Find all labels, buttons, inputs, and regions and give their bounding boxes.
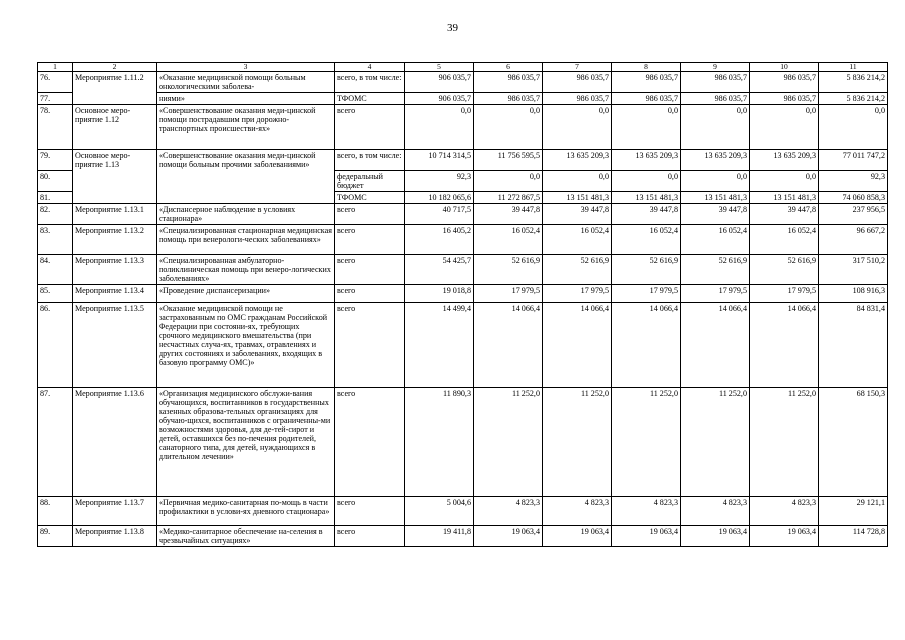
- year-value: 17 979,5: [543, 285, 612, 303]
- year-value: 52 616,9: [681, 255, 750, 285]
- measure-name: Мероприятие 1.13.2: [73, 225, 157, 255]
- year-value: 986 035,7: [543, 93, 612, 105]
- funding-source: всего: [335, 105, 405, 150]
- year-value: 0,0: [612, 171, 681, 192]
- measure-name: Основное меро-приятие 1.13: [73, 150, 157, 204]
- year-value: 13 635 209,3: [681, 150, 750, 171]
- year-value: 986 035,7: [750, 72, 819, 93]
- total-value: 108 916,3: [819, 285, 888, 303]
- measure-name: Мероприятие 1.13.8: [73, 526, 157, 547]
- year-value: 19 063,4: [750, 526, 819, 547]
- row-number: 76.: [38, 72, 73, 93]
- column-number: 6: [474, 63, 543, 72]
- measure-name: Мероприятие 1.13.4: [73, 285, 157, 303]
- funding-source: всего: [335, 285, 405, 303]
- year-value: 4 823,3: [543, 497, 612, 526]
- row-number: 79.: [38, 150, 73, 171]
- year-value: 13 635 209,3: [543, 150, 612, 171]
- measure-name: Мероприятие 1.13.6: [73, 388, 157, 497]
- year-value: 986 035,7: [612, 93, 681, 105]
- year-value: 14 066,4: [474, 303, 543, 388]
- table-row: [38, 225, 888, 255]
- year-value: 52 616,9: [750, 255, 819, 285]
- year-value: 986 035,7: [543, 72, 612, 93]
- measure-title: «Совершенствование оказания меди-цинской помощи пострадавшим при дорожно-транспортных происшестви-ях»: [157, 105, 335, 150]
- column-number: 4: [335, 63, 405, 72]
- total-value: 237 956,5: [819, 204, 888, 225]
- year-value: 52 616,9: [612, 255, 681, 285]
- column-number: 11: [819, 63, 888, 72]
- funding-source: всего: [335, 388, 405, 497]
- funding-source: всего: [335, 303, 405, 388]
- row-number: 86.: [38, 303, 73, 388]
- year-value: 4 823,3: [750, 497, 819, 526]
- page-number: 39: [447, 22, 458, 34]
- year-value: 986 035,7: [474, 93, 543, 105]
- year-value: 0,0: [405, 105, 474, 150]
- year-value: 16 052,4: [543, 225, 612, 255]
- year-value: 986 035,7: [612, 72, 681, 93]
- year-value: 4 823,3: [681, 497, 750, 526]
- table-row: [38, 204, 888, 225]
- year-value: 986 035,7: [750, 93, 819, 105]
- year-value: 19 063,4: [681, 526, 750, 547]
- year-value: 11 252,0: [681, 388, 750, 497]
- column-number-row: [38, 63, 888, 72]
- row-number: 83.: [38, 225, 73, 255]
- measure-name: Мероприятие 1.11.2: [73, 72, 157, 105]
- year-value: 14 066,4: [543, 303, 612, 388]
- row-number: 84.: [38, 255, 73, 285]
- year-value: 986 035,7: [681, 93, 750, 105]
- year-value: 16 052,4: [750, 225, 819, 255]
- budget-table: [37, 62, 888, 547]
- year-value: 39 447,8: [612, 204, 681, 225]
- funding-source: федеральный бюджет: [335, 171, 405, 192]
- row-number: 81.: [38, 192, 73, 204]
- measure-title: «Оказание медицинской помощи больным онкологическими заболева-: [157, 72, 335, 93]
- year-value: 13 151 481,3: [681, 192, 750, 204]
- column-number: 10: [750, 63, 819, 72]
- table-row: [38, 93, 888, 105]
- year-value: 17 979,5: [750, 285, 819, 303]
- year-value: 5 004,6: [405, 497, 474, 526]
- measure-name: Мероприятие 1.13.5: [73, 303, 157, 388]
- table-row: [38, 105, 888, 150]
- table-row: [38, 72, 888, 93]
- column-number: 2: [73, 63, 157, 72]
- year-value: 16 052,4: [474, 225, 543, 255]
- year-value: 0,0: [543, 171, 612, 192]
- year-value: 19 018,8: [405, 285, 474, 303]
- year-value: 17 979,5: [474, 285, 543, 303]
- measure-title: «Проведение диспансеризации»: [157, 285, 335, 303]
- year-value: 16 052,4: [681, 225, 750, 255]
- year-value: 52 616,9: [543, 255, 612, 285]
- table-row: [38, 150, 888, 171]
- year-value: 0,0: [474, 105, 543, 150]
- row-number: 87.: [38, 388, 73, 497]
- total-value: 114 728,8: [819, 526, 888, 547]
- measure-title: «Оказание медицинской помощи не застрахованным по ОМС гражданам Российской Федерации при состояни-ях, требующих срочного медицинского вмешательства (при несчастных случа-ях, травмах, отравлениях и других состояниях и заболеваниях, входящих в базовую программу ОМС)»: [157, 303, 335, 388]
- column-number: 7: [543, 63, 612, 72]
- total-value: 84 831,4: [819, 303, 888, 388]
- row-number: 88.: [38, 497, 73, 526]
- measure-name: Мероприятие 1.13.3: [73, 255, 157, 285]
- year-value: 14 066,4: [681, 303, 750, 388]
- year-value: 13 151 481,3: [543, 192, 612, 204]
- funding-source: всего: [335, 225, 405, 255]
- year-value: 92,3: [405, 171, 474, 192]
- year-value: 11 272 867,5: [474, 192, 543, 204]
- year-value: 14 066,4: [750, 303, 819, 388]
- year-value: 40 717,5: [405, 204, 474, 225]
- year-value: 11 252,0: [474, 388, 543, 497]
- measure-title: «Специализированная амбулаторно-поликлиническая помощь при венеро-логических заболеваниях»: [157, 255, 335, 285]
- funding-source: всего: [335, 497, 405, 526]
- year-value: 16 052,4: [612, 225, 681, 255]
- column-number: 1: [38, 63, 73, 72]
- total-value: 5 836 214,2: [819, 72, 888, 93]
- measure-title: ниями»: [157, 93, 335, 105]
- year-value: 906 035,7: [405, 93, 474, 105]
- year-value: 0,0: [750, 105, 819, 150]
- year-value: 10 182 065,6: [405, 192, 474, 204]
- row-number: 82.: [38, 204, 73, 225]
- column-number: 5: [405, 63, 474, 72]
- table-row: [38, 388, 888, 497]
- funding-source: всего, в том числе:: [335, 72, 405, 93]
- total-value: 68 150,3: [819, 388, 888, 497]
- total-value: 77 011 747,2: [819, 150, 888, 171]
- year-value: 0,0: [750, 171, 819, 192]
- year-value: 0,0: [681, 105, 750, 150]
- year-value: 39 447,8: [681, 204, 750, 225]
- year-value: 17 979,5: [612, 285, 681, 303]
- year-value: 906 035,7: [405, 72, 474, 93]
- year-value: 986 035,7: [681, 72, 750, 93]
- total-value: 0,0: [819, 105, 888, 150]
- year-value: 11 252,0: [750, 388, 819, 497]
- column-number: 8: [612, 63, 681, 72]
- year-value: 11 890,3: [405, 388, 474, 497]
- funding-source: всего: [335, 204, 405, 225]
- year-value: 39 447,8: [474, 204, 543, 225]
- measure-title: «Специализированная стационарная медицинская помощь при венерологи-ческих заболеваниях»: [157, 225, 335, 255]
- table-row: [38, 285, 888, 303]
- year-value: 986 035,7: [474, 72, 543, 93]
- year-value: 11 756 595,5: [474, 150, 543, 171]
- year-value: 0,0: [612, 105, 681, 150]
- funding-source: всего: [335, 255, 405, 285]
- total-value: 29 121,1: [819, 497, 888, 526]
- total-value: 317 510,2: [819, 255, 888, 285]
- funding-source: ТФОМС: [335, 192, 405, 204]
- column-number: 9: [681, 63, 750, 72]
- measure-title: «Диспансерное наблюдение в условиях стационара»: [157, 204, 335, 225]
- year-value: 13 151 481,3: [612, 192, 681, 204]
- total-value: 96 667,2: [819, 225, 888, 255]
- row-number: 78.: [38, 105, 73, 150]
- year-value: 10 714 314,5: [405, 150, 474, 171]
- year-value: 11 252,0: [612, 388, 681, 497]
- total-value: 74 060 858,3: [819, 192, 888, 204]
- year-value: 0,0: [474, 171, 543, 192]
- year-value: 52 616,9: [474, 255, 543, 285]
- row-number: 85.: [38, 285, 73, 303]
- year-value: 54 425,7: [405, 255, 474, 285]
- table-row: [38, 497, 888, 526]
- year-value: 19 411,8: [405, 526, 474, 547]
- measure-name: Основное меро-приятие 1.12: [73, 105, 157, 150]
- year-value: 39 447,8: [543, 204, 612, 225]
- year-value: 19 063,4: [474, 526, 543, 547]
- funding-source: всего, в том числе:: [335, 150, 405, 171]
- funding-source: ТФОМС: [335, 93, 405, 105]
- year-value: 14 499,4: [405, 303, 474, 388]
- year-value: 13 635 209,3: [612, 150, 681, 171]
- table-row: [38, 255, 888, 285]
- total-value: 92,3: [819, 171, 888, 192]
- measure-title: «Организация медицинского обслужи-вания обучающихся, воспитанников в государственных казенных образова-тельных организациях для обучаю-щихся, воспитанников с ограниченны-ми возможностями здоровья, для де-тей-сирот и детей, оставшихся без по-печения родителей, санаторного типа, для детей, нуждающихся в длительном лечении»: [157, 388, 335, 497]
- funding-source: всего: [335, 526, 405, 547]
- year-value: 39 447,8: [750, 204, 819, 225]
- measure-name: Мероприятие 1.13.1: [73, 204, 157, 225]
- year-value: 4 823,3: [612, 497, 681, 526]
- year-value: 11 252,0: [543, 388, 612, 497]
- year-value: 14 066,4: [612, 303, 681, 388]
- year-value: 13 151 481,3: [750, 192, 819, 204]
- total-value: 5 836 214,2: [819, 93, 888, 105]
- year-value: 19 063,4: [612, 526, 681, 547]
- row-number: 89.: [38, 526, 73, 547]
- measure-title: «Совершенствование оказания меди-цинской помощи больным прочими заболеваниями»: [157, 150, 335, 204]
- year-value: 4 823,3: [474, 497, 543, 526]
- year-value: 16 405,2: [405, 225, 474, 255]
- column-number: 3: [157, 63, 335, 72]
- measure-title: «Медико-санитарное обеспечение на-селения в чрезвычайных ситуациях»: [157, 526, 335, 547]
- row-number: 80.: [38, 171, 73, 192]
- measure-name: Мероприятие 1.13.7: [73, 497, 157, 526]
- table-row: [38, 303, 888, 388]
- measure-title: «Первичная медико-санитарная по-мощь в части профилактики в услови-ях дневного стационара»: [157, 497, 335, 526]
- year-value: 0,0: [543, 105, 612, 150]
- year-value: 19 063,4: [543, 526, 612, 547]
- year-value: 17 979,5: [681, 285, 750, 303]
- year-value: 13 635 209,3: [750, 150, 819, 171]
- year-value: 0,0: [681, 171, 750, 192]
- row-number: 77.: [38, 93, 73, 105]
- table-row: [38, 526, 888, 547]
